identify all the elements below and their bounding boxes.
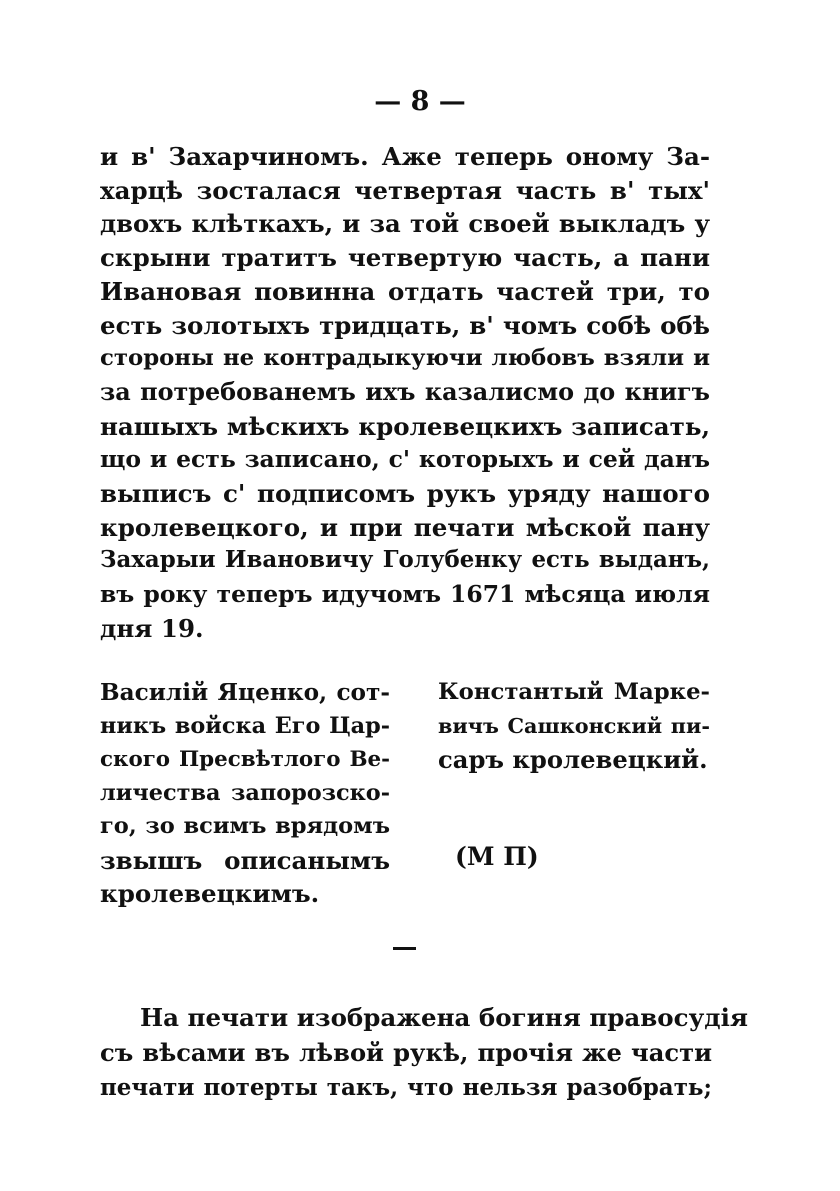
text-line: есть золотыхъ тридцать, в' чомъ собѣ обѣ	[100, 310, 710, 340]
signature-line: го, зо всимъ врядомъ	[100, 813, 390, 839]
footnote-line: печати потерты такъ, что нельзя разобрать;	[100, 1074, 712, 1101]
page-number: — 8 —	[374, 86, 466, 117]
signature-line: саръ кролевецкий.	[438, 745, 708, 774]
text-line: Захарыи Ивановичу Голубенку есть выданъ,	[100, 547, 710, 574]
text-line: въ року теперъ идучомъ 1671 мѣсяца июля	[100, 580, 710, 609]
text-line: Ивановая повинна отдать частей три, то	[100, 276, 710, 306]
seal-mark: (М П)	[455, 842, 539, 871]
text-line: дня 19.	[100, 613, 204, 643]
footnote	[100, 1000, 748, 1105]
signature-line: никъ войска Его Цар-	[100, 712, 390, 739]
section-divider	[393, 947, 416, 950]
signature-line: звышъ описанымъ	[100, 845, 390, 875]
footnote-line: съ вѣсами въ лѣвой рукѣ, прочія же части	[100, 1038, 712, 1067]
text-line: стороны не контрадыкуючи любовъ взяли и	[100, 345, 710, 372]
text-line: выписъ с' подписомъ рукъ уряду нашого	[100, 479, 710, 509]
text-line: що и есть записано, с' которыхъ и сей данъ	[100, 445, 710, 474]
signature-right	[438, 676, 710, 777]
signature-line: Василій Яценко, сот-	[100, 679, 390, 706]
footnote-line: На печати изображена богиня правосудія	[140, 1003, 748, 1032]
text-line: кролевецкого, и при печати мѣской пану	[100, 512, 710, 542]
text-line: скрыни тратитъ четвертую часть, а пани	[100, 243, 710, 273]
signature-line: личества запорозско-	[100, 779, 390, 806]
signature-line: Константый Марке-	[438, 679, 710, 705]
text-line: двохъ клѣткахъ, и за той своей выкладъ у	[100, 209, 710, 239]
signature-line: вичъ Сашконский пи-	[438, 713, 710, 738]
text-line: и в' Захарчиномъ. Аже теперь оному За-	[100, 142, 710, 171]
signature-line: кролевецкимъ.	[100, 879, 320, 908]
text-line: за потребованемъ ихъ казалисмо до книгъ	[100, 377, 710, 406]
text-line: харцѣ зосталася четвертая часть в' тых'	[100, 175, 710, 205]
main-text	[100, 140, 710, 646]
signature-left	[100, 676, 390, 911]
text-line: нашыхъ мѣскихъ кролевецкихъ записать,	[100, 411, 710, 441]
signature-line: ского Пресвѣтлого Ве-	[100, 747, 390, 772]
